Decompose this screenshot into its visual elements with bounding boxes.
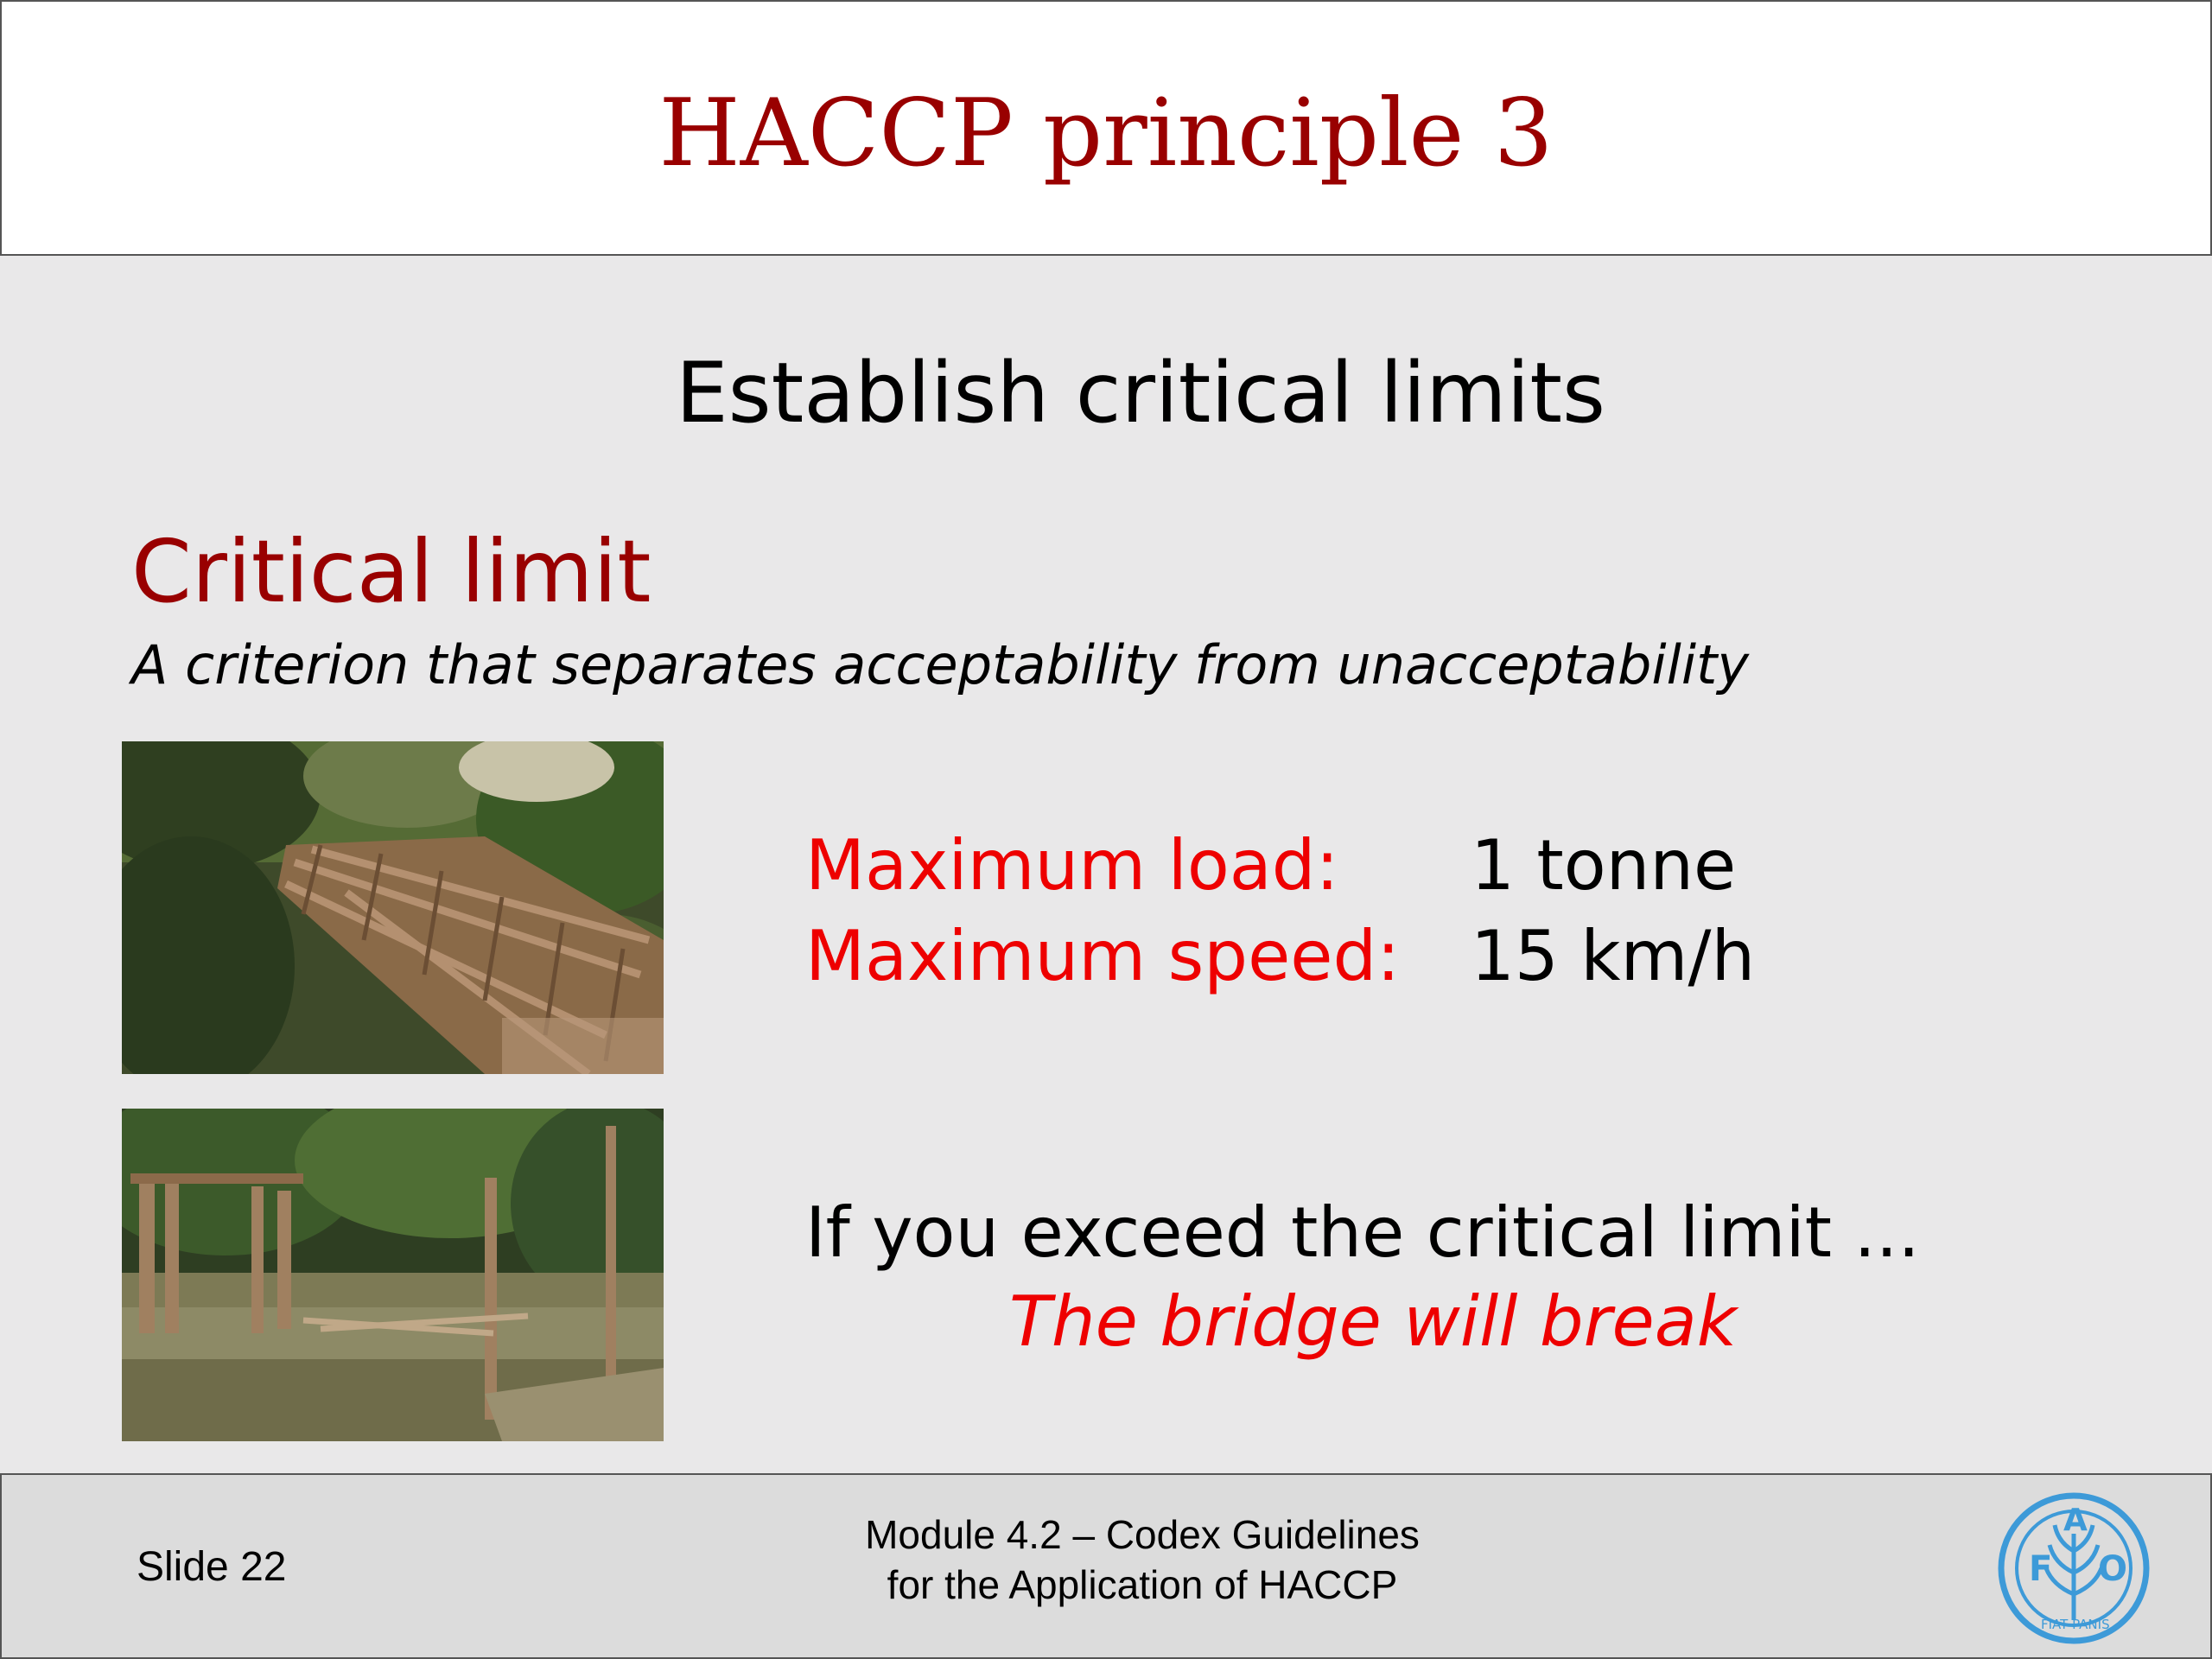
max-speed-label: Maximum speed: <box>805 916 1401 996</box>
term-heading: Critical limit <box>131 521 652 622</box>
slide-number: Slide 22 <box>137 1544 287 1590</box>
bridge-broken-photo <box>122 1109 664 1441</box>
slide-footer <box>0 1473 2212 1659</box>
max-load-label: Maximum load: <box>805 825 1339 906</box>
bridge-intact-photo <box>122 741 664 1074</box>
logo-letter-o: O <box>2098 1549 2128 1589</box>
module-caption-line1: Module 4.2 – Codex Guidelines <box>865 1512 1420 1557</box>
max-speed-value: 15 km/h <box>1471 916 1756 996</box>
fao-logo-icon <box>1996 1491 2152 1646</box>
slide-header <box>0 0 2212 256</box>
logo-letter-f: F <box>2029 1549 2053 1589</box>
max-load-value: 1 tonne <box>1471 825 1737 906</box>
module-caption-line2: for the Application of HACCP <box>887 1562 1398 1607</box>
logo-letter-a: A <box>2063 1503 2088 1538</box>
term-definition: A criterion that separates acceptability from unacceptability <box>131 633 1750 696</box>
slide-subtitle: Establish critical limits <box>675 345 1605 442</box>
exceed-consequence: The bridge will break <box>1009 1281 1738 1362</box>
slide-title: HACCP principle 3 <box>658 79 1554 188</box>
logo-motto: FIAT PANIS <box>2041 1617 2110 1632</box>
module-caption <box>2 1510 2212 1610</box>
exceed-condition: If you exceed the critical limit ... <box>805 1192 1920 1273</box>
